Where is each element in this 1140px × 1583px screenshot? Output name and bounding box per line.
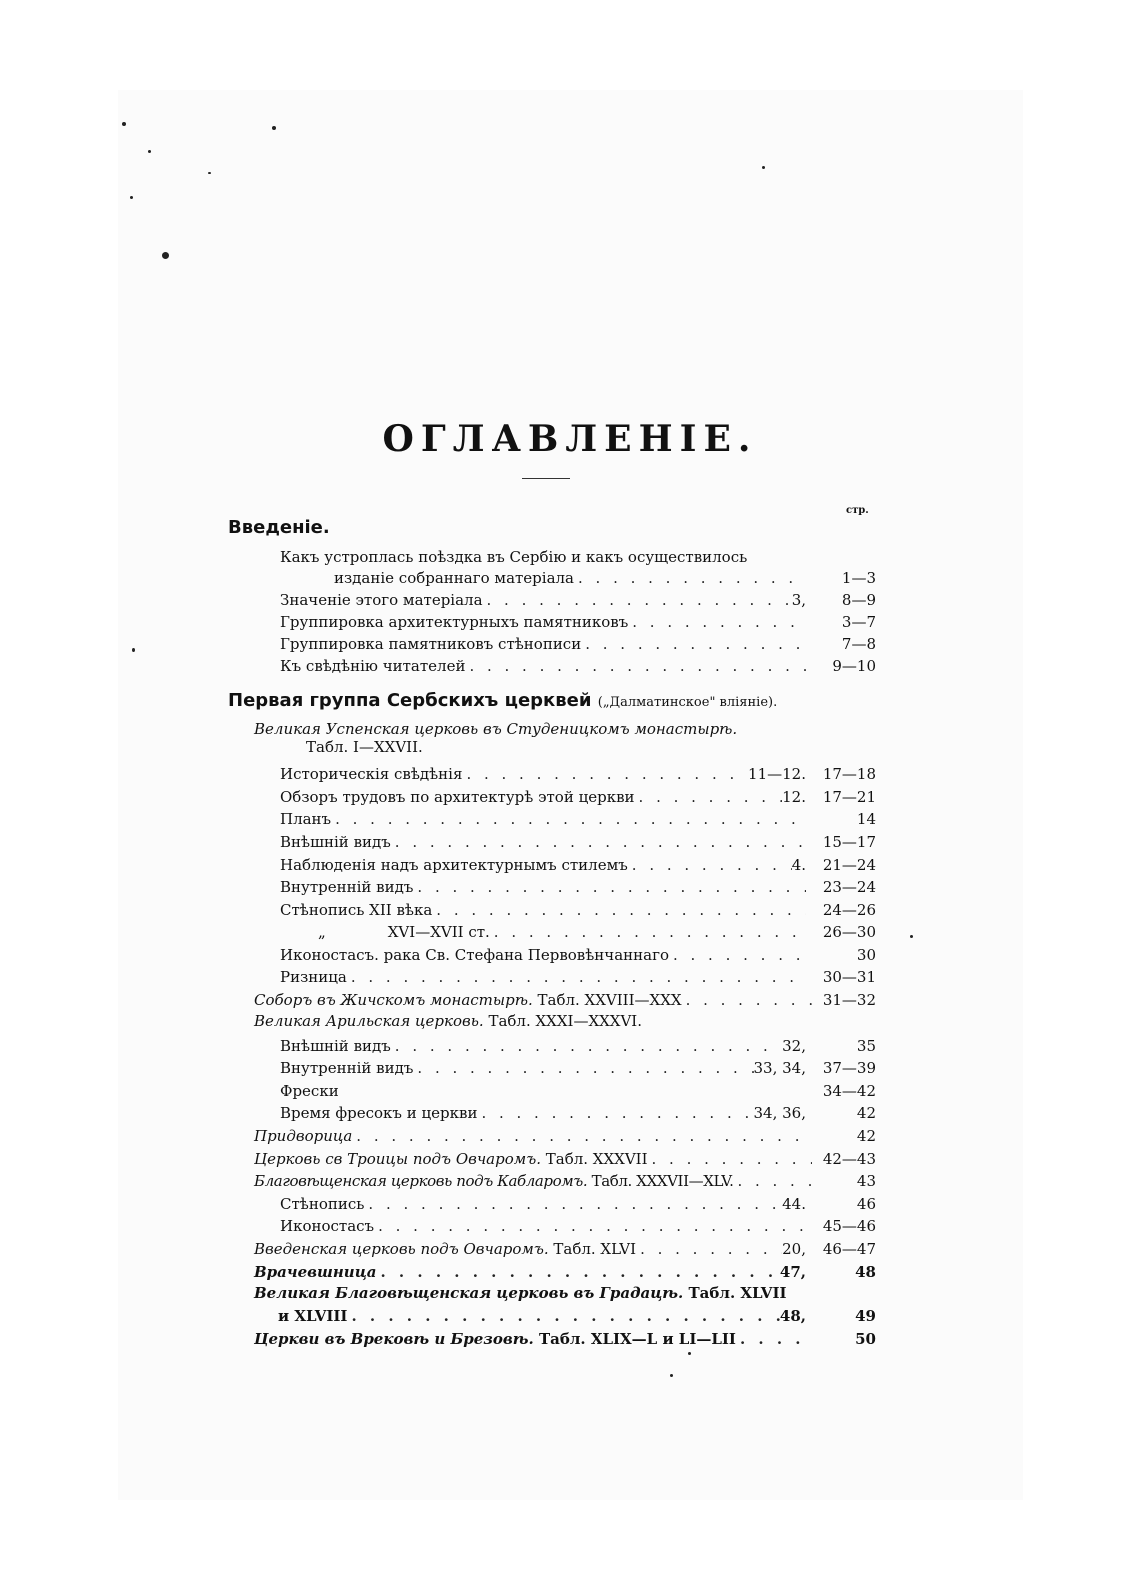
toc-entry-label: Стѣнопись XII вѣка [280, 901, 433, 919]
toc-page-ref: 37—39 [822, 1059, 876, 1077]
leader-dots [635, 786, 783, 808]
church-title: Введенская церковь подъ Овчаромъ. [254, 1240, 549, 1258]
section-heading-group1 [228, 690, 777, 711]
leader-dots [581, 633, 806, 655]
toc-entry-label: изданіе собраннаго матеріала [334, 569, 574, 587]
leader-dots [374, 1215, 806, 1237]
toc-page-ref: 46—47 [822, 1240, 876, 1258]
toc-ref-primary: 4. [791, 856, 806, 874]
toc-page-ref: 30 [856, 946, 876, 964]
toc-ref-primary: 34, 36, [753, 1104, 806, 1122]
church-title: Церковь св Троицы подъ Овчаромъ. [254, 1150, 541, 1168]
toc-entry [318, 921, 876, 943]
toc-page-ref: 17—21 [822, 788, 876, 806]
leader-dots [432, 899, 806, 921]
scan-speck [208, 172, 211, 174]
toc-entry [280, 1057, 876, 1079]
leader-dots [364, 1193, 782, 1215]
toc-entry [280, 899, 876, 921]
page-title: ОГЛАВЛЕНІЕ. [382, 418, 758, 460]
leader-dots [376, 1261, 779, 1283]
toc-entry-label: Фрески [280, 1082, 339, 1100]
church-tables: Табл. XLIX—L и LI—LII [538, 1330, 736, 1348]
toc-page-ref: 50 [855, 1330, 876, 1348]
church-tables: Табл. XLVII [688, 1284, 787, 1302]
toc-entry [280, 808, 876, 830]
toc-page-ref: 48 [855, 1263, 876, 1281]
toc-page-ref: 14 [856, 810, 876, 828]
toc-entry-label: Наблюденія надъ архитектурнымъ стилемъ [280, 856, 628, 874]
toc-entry [254, 989, 876, 1011]
toc-page-ref: 23—24 [822, 878, 876, 896]
toc-entry-label: Внутренній видъ [280, 878, 414, 896]
toc-entry [280, 1193, 876, 1215]
toc-entry-label [254, 1328, 736, 1350]
scan-speck [670, 1374, 673, 1377]
toc-entry [280, 786, 876, 808]
toc-entry [280, 966, 876, 988]
toc-page-ref: 21—24 [822, 856, 876, 874]
section-heading-note: („Далматинское" вліяніе). [597, 695, 778, 710]
church-title: Великая Успенская церковь въ Студеницкомъ монастырѣ. [254, 720, 738, 738]
page-column-label: стр. [846, 505, 869, 516]
toc-entry [254, 1170, 876, 1192]
leader-dots [628, 854, 792, 876]
toc-entry [280, 1102, 876, 1124]
toc-page-ref: 30—31 [822, 968, 876, 986]
toc-entry [254, 1261, 876, 1283]
leader-dots [733, 1170, 812, 1192]
toc-entry [280, 1080, 876, 1102]
toc-page-ref: 49 [855, 1307, 876, 1325]
church-heading [254, 1284, 786, 1302]
toc-ref-primary: 44. [782, 1195, 806, 1213]
leader-dots [483, 589, 792, 611]
leader-dots [736, 1328, 812, 1350]
toc-ref-primary: 48, [779, 1307, 806, 1325]
toc-ref-primary: 11—12. [748, 765, 806, 783]
scan-speck [272, 126, 276, 130]
toc-entry-label: Группировка памятниковъ стѣнописи [280, 635, 582, 653]
toc-page-ref: 15—17 [822, 833, 876, 851]
leader-dots [347, 1305, 779, 1327]
scan-speck [148, 150, 151, 153]
toc-entry [280, 655, 876, 677]
toc-ref-primary: 3, [791, 591, 806, 609]
toc-page-ref: 42—43 [822, 1150, 876, 1168]
toc-entry [280, 1215, 876, 1237]
toc-entry-label [254, 1170, 733, 1192]
toc-entry-label: „ XVI—XVII ст. [318, 923, 490, 941]
toc-entry [280, 876, 876, 898]
church-tables: Табл. XXVIII—XXX [537, 991, 682, 1009]
leader-dots [682, 989, 812, 1011]
church-title: Врачевшница [254, 1263, 377, 1281]
scan-speck [910, 935, 913, 938]
leader-dots [490, 921, 806, 943]
scan-speck [762, 166, 765, 169]
leader-dots [347, 966, 806, 988]
scan-speck [688, 1352, 691, 1355]
leader-dots [465, 655, 806, 677]
toc-entry-line: Какъ устроплась поѣздка въ Сербію и какъ осуществилось [280, 548, 748, 566]
leader-dots [391, 831, 806, 853]
leader-dots [574, 567, 806, 589]
toc-ref-primary: 33, 34, [753, 1059, 806, 1077]
toc-page-ref: 24—26 [822, 901, 876, 919]
toc-entry-label: Историческія свѣдѣнія [280, 765, 463, 783]
toc-entry [280, 589, 876, 611]
toc-entry-label: Время фресокъ и церкви [280, 1104, 478, 1122]
toc-entry [254, 1125, 876, 1147]
toc-entry [280, 611, 876, 633]
toc-page-ref: 3—7 [841, 613, 876, 631]
church-tables: Табл. XXXI—XXXVI. [488, 1012, 643, 1030]
toc-page-ref: 8—9 [841, 591, 876, 609]
toc-entry [254, 1328, 876, 1350]
toc-entry [280, 944, 876, 966]
leader-dots [648, 1148, 812, 1170]
toc-entry-label: Иконостасъ [280, 1217, 375, 1235]
church-heading [254, 1012, 642, 1030]
toc-page-ref: 46 [856, 1195, 876, 1213]
toc-ref-primary: 47, [779, 1263, 806, 1281]
toc-entry [280, 831, 876, 853]
section-heading-intro: Введеніе. [228, 517, 330, 538]
toc-entry-label: Группировка архитектурныхъ памятниковъ [280, 613, 629, 631]
toc-page-ref: 9—10 [832, 657, 876, 675]
toc-entry-label: Ризница [280, 968, 347, 986]
toc-entry-label: Значеніе этого матеріала [280, 591, 483, 609]
toc-entry [280, 854, 876, 876]
toc-entry [254, 1148, 876, 1170]
toc-page-ref: 17—18 [822, 765, 876, 783]
leader-dots [462, 763, 748, 785]
scan-speck [130, 196, 133, 199]
toc-page-ref: 42 [856, 1104, 876, 1122]
church-title: Соборъ въ Жичскомъ монастырѣ. [254, 991, 533, 1009]
toc-entry-label: Обзоръ трудовъ по архитектурѣ этой церкви [280, 788, 635, 806]
toc-entry [280, 633, 876, 655]
toc-entry-label: Иконостасъ. рака Св. Стефана Первовѣнчаннаго [280, 946, 669, 964]
leader-dots [413, 876, 806, 898]
church-tables: Табл. XXXVII [545, 1150, 648, 1168]
toc-entry [278, 1305, 876, 1327]
toc-page-ref: 42 [856, 1127, 876, 1145]
church-title: Благовѣщенская церковь подъ Кабларомъ. [254, 1172, 588, 1190]
scan-speck [122, 122, 126, 126]
church-title: Придворица [254, 1127, 353, 1145]
leader-dots [669, 944, 806, 966]
leader-dots [352, 1125, 812, 1147]
toc-entry [280, 763, 876, 785]
toc-entry-label: Внѣшній видъ [280, 1037, 391, 1055]
toc-entry [334, 567, 876, 589]
toc-page-ref: 1—3 [841, 569, 876, 587]
toc-ref-primary: 12. [782, 788, 806, 806]
leader-dots [331, 808, 806, 830]
leader-dots [413, 1057, 753, 1079]
church-title: Церкви въ Врековѣ и Брезовѣ. [254, 1330, 534, 1348]
toc-ref-primary: 32, [782, 1037, 806, 1055]
toc-page-ref: 31—32 [822, 991, 876, 1009]
toc-page-ref: 26—30 [822, 923, 876, 941]
scan-speck [162, 252, 169, 259]
toc-page-ref: 45—46 [822, 1217, 876, 1235]
toc-entry [254, 1238, 876, 1260]
toc-entry-label: Внутренній видъ [280, 1059, 414, 1077]
toc-page-ref: 35 [856, 1037, 876, 1055]
church-tables: Табл. XLVI [553, 1240, 637, 1258]
toc-ref-primary: 20, [782, 1240, 806, 1258]
toc-entry-label [254, 1148, 648, 1170]
toc-page-ref: 43 [856, 1172, 876, 1190]
leader-dots [628, 611, 806, 633]
toc-entry-label: Къ свѣдѣнію читателей [280, 657, 466, 675]
scan-speck [132, 648, 135, 652]
church-tables: Табл. XXXVII—XLV. [591, 1172, 734, 1190]
toc-entry-label: Внѣшній видъ [280, 833, 391, 851]
toc-page-ref: 34—42 [822, 1082, 876, 1100]
toc-page-ref: 7—8 [841, 635, 876, 653]
toc-entry-label [254, 989, 682, 1011]
toc-entry-label: и XLVIII [278, 1307, 348, 1325]
leader-dots [636, 1238, 782, 1260]
church-tables: Табл. I—XXVII. [306, 738, 423, 756]
church-title: Великая Благовѣщенская церковь въ Градацѣ. [254, 1284, 684, 1302]
toc-entry [280, 1035, 876, 1057]
leader-dots [391, 1035, 782, 1057]
church-title: Великая Арильская церковь. [254, 1012, 484, 1030]
section-heading-text: Первая группа Сербскихъ церквей [228, 690, 592, 711]
toc-entry-label: Стѣнопись [280, 1195, 365, 1213]
toc-entry-label: Планъ [280, 810, 332, 828]
title-divider [522, 478, 570, 479]
leader-dots [477, 1102, 753, 1124]
toc-entry-label [254, 1238, 636, 1260]
